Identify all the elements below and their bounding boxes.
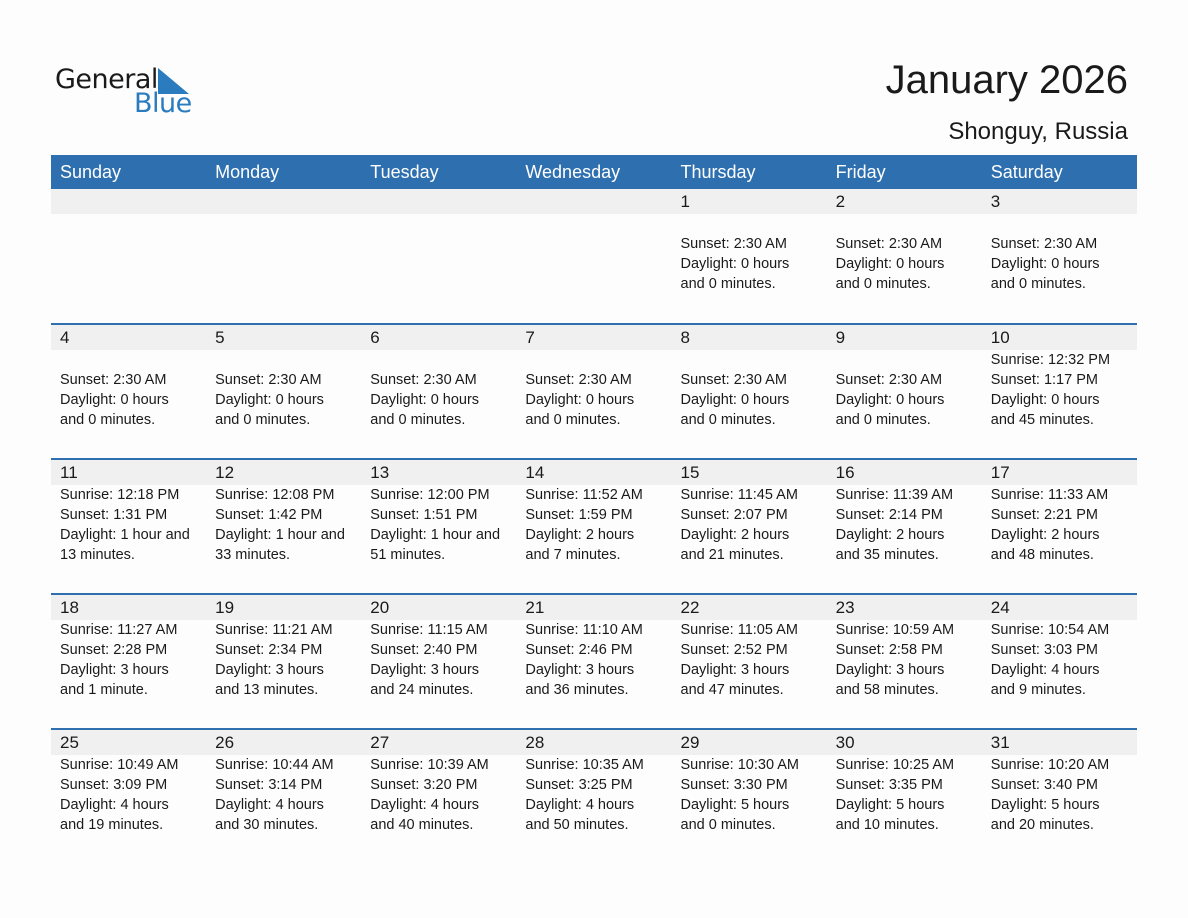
day-cell (516, 595, 671, 728)
weekday-monday: Monday (215, 162, 280, 182)
day-cell (51, 730, 206, 863)
daylight-text: Daylight: 0 hours (60, 392, 169, 408)
daylight-minutes-text: and 0 minutes. (990, 276, 1086, 292)
sun-info (215, 350, 324, 430)
day-cell (516, 325, 671, 458)
location-subtitle: Shonguy, Russia (948, 118, 1128, 145)
sunrise-text (525, 350, 634, 370)
day-cell (827, 595, 982, 728)
sunrise-text: Sunrise: 10:35 AM (525, 757, 644, 773)
sun-info (991, 755, 1110, 835)
daylight-minutes-text: and 1 minute. (60, 682, 148, 698)
day-cell (982, 189, 1137, 323)
day-number: 8 (680, 328, 690, 347)
sun-info (215, 485, 345, 565)
daylight-text: Daylight: 0 hours (215, 392, 324, 408)
sunset-text: Sunset: 2:28 PM (60, 642, 168, 658)
sunrise-text: Sunrise: 11:05 AM (680, 622, 798, 638)
day-cell (672, 460, 827, 593)
sunset-text: Sunset: 3:14 PM (215, 777, 323, 793)
day-cell (206, 325, 361, 458)
daylight-text: Daylight: 3 hours (370, 662, 480, 678)
daylight-text: Daylight: 0 hours (990, 392, 1100, 408)
sunset-text: Sunset: 2:30 AM (990, 236, 1098, 252)
sun-info (60, 350, 169, 430)
day-number: 11 (60, 463, 78, 482)
week-row (51, 593, 1137, 728)
sunset-text: Sunset: 1:51 PM (370, 507, 478, 523)
daylight-text: Daylight: 0 hours (680, 392, 790, 408)
sun-info (836, 755, 955, 835)
daylight-text: Daylight: 1 hour and (370, 527, 501, 543)
sunrise-text (681, 350, 790, 370)
sunset-text: Sunset: 3:20 PM (370, 777, 478, 793)
sun-info (60, 620, 177, 700)
weekday-sunday: Sunday (60, 162, 122, 182)
day-number: 20 (370, 598, 390, 617)
day-number: 17 (990, 463, 1010, 482)
daylight-minutes-text: and 10 minutes. (835, 817, 939, 833)
day-number: 21 (525, 598, 545, 617)
daylight-minutes-text: 51 minutes. (370, 547, 446, 563)
day-number: 26 (215, 733, 235, 752)
sunrise-text: Sunrise: 12:18 PM (60, 487, 180, 503)
page-title: January 2026 (885, 58, 1128, 102)
day-cell (672, 325, 827, 458)
sunrise-text: Sunrise: 10:54 AM (990, 622, 1110, 638)
week-days (51, 325, 1137, 458)
day-number: 31 (990, 733, 1010, 752)
daylight-minutes-text: and 0 minutes. (370, 412, 466, 428)
week-days (51, 189, 1137, 323)
day-number: 30 (835, 733, 855, 752)
daylight-minutes-text: and 47 minutes. (680, 682, 784, 698)
daylight-text: Daylight: 0 hours (835, 392, 945, 408)
daylight-text: Daylight: 5 hours (835, 797, 945, 813)
day-number: 22 (680, 598, 700, 617)
day-cell (51, 595, 206, 728)
week-days (51, 595, 1137, 728)
sunrise-text: Sunrise: 11:39 AM (835, 487, 954, 503)
sunset-text: Sunset: 2:30 AM (215, 372, 322, 388)
day-number: 29 (680, 733, 700, 752)
sunrise-text: Sunrise: 10:25 AM (835, 757, 955, 773)
daylight-text: Daylight: 1 hour and (215, 527, 345, 543)
sunset-text: Sunset: 3:40 PM (990, 777, 1098, 793)
daylight-minutes-text: and 0 minutes. (680, 412, 776, 428)
sun-info (681, 755, 800, 835)
daylight-minutes-text: and 0 minutes. (525, 412, 621, 428)
daylight-text: Daylight: 0 hours (835, 256, 945, 272)
sunrise-text: Sunrise: 11:10 AM (525, 622, 643, 638)
daylight-text: Daylight: 4 hours (60, 797, 169, 813)
day-cell (51, 189, 206, 323)
sunset-text: Sunset: 3:25 PM (525, 777, 633, 793)
daylight-minutes-text: and 50 minutes. (525, 817, 629, 833)
daylight-text: Daylight: 3 hours (835, 662, 945, 678)
daylight-text: Daylight: 3 hours (525, 662, 635, 678)
week-days (51, 460, 1137, 593)
daylight-minutes-text: and 7 minutes. (525, 547, 621, 563)
daylight-minutes-text: and 9 minutes. (990, 682, 1086, 698)
sunset-text: Sunset: 2:30 AM (680, 236, 787, 252)
daylight-minutes-text: and 0 minutes. (680, 817, 776, 833)
day-cell (827, 189, 982, 323)
daylight-minutes-text: 13 minutes. (60, 547, 135, 563)
sunrise-text: Sunrise: 11:27 AM (60, 622, 178, 638)
sunset-text: Sunset: 2:30 AM (680, 372, 787, 388)
day-cell (516, 730, 671, 863)
weekday-friday: Friday (835, 162, 886, 182)
sunrise-text: Sunrise: 10:30 AM (680, 757, 799, 773)
sunrise-text: Sunrise: 11:21 AM (215, 622, 333, 638)
daylight-text: Daylight: 4 hours (215, 797, 324, 813)
day-number: 4 (60, 328, 70, 347)
daylight-minutes-text: and 36 minutes. (525, 682, 629, 698)
sun-info (681, 350, 790, 430)
day-number: 7 (525, 328, 535, 347)
day-cell (361, 189, 516, 323)
day-number: 25 (60, 733, 79, 752)
sunrise-text (215, 350, 324, 370)
sunset-text: Sunset: 3:35 PM (835, 777, 943, 793)
daylight-minutes-text: and 0 minutes. (680, 276, 776, 292)
sunset-text: Sunset: 2:58 PM (835, 642, 943, 658)
logo-text-general: General (55, 64, 158, 95)
sunset-text: Sunset: 1:17 PM (990, 372, 1098, 388)
daylight-text: Daylight: 4 hours (990, 662, 1100, 678)
logo (55, 64, 195, 120)
daylight-text: Daylight: 5 hours (990, 797, 1100, 813)
day-number: 24 (990, 598, 1010, 617)
sunrise-text: Sunrise: 12:00 PM (370, 487, 490, 503)
sun-info (215, 755, 334, 835)
sunset-text: Sunset: 2:52 PM (680, 642, 788, 658)
sun-info (215, 620, 332, 700)
daylight-text: Daylight: 2 hours (525, 527, 635, 543)
day-cell (827, 730, 982, 863)
day-cell (361, 595, 516, 728)
daylight-minutes-text: and 48 minutes. (990, 547, 1094, 563)
sunrise-text (681, 214, 790, 234)
week-row (51, 323, 1137, 458)
daylight-text: Daylight: 0 hours (525, 392, 635, 408)
logo-text-blue: Blue (134, 88, 192, 119)
sunset-text: Sunset: 2:30 AM (60, 372, 167, 388)
sunrise-text: Sunrise: 10:39 AM (370, 757, 489, 773)
week-row (51, 728, 1137, 863)
day-number: 13 (370, 463, 390, 482)
sunset-text: Sunset: 2:30 AM (525, 372, 632, 388)
sunrise-text: Sunrise: 11:15 AM (370, 622, 488, 638)
sun-info (370, 350, 479, 430)
sunrise-text: Sunrise: 12:32 PM (990, 352, 1111, 368)
sunset-text: Sunset: 2:30 AM (370, 372, 477, 388)
sun-info (370, 620, 487, 700)
daylight-minutes-text: and 58 minutes. (835, 682, 939, 698)
day-number: 19 (215, 598, 235, 617)
sunrise-text: Sunrise: 10:44 AM (215, 757, 334, 773)
day-cell (206, 730, 361, 863)
daylight-minutes-text: and 19 minutes. (60, 817, 164, 833)
week-days (51, 730, 1137, 863)
sun-info (836, 620, 955, 700)
sun-info (525, 755, 644, 835)
calendar-grid (51, 155, 1137, 863)
daylight-text: Daylight: 5 hours (680, 797, 790, 813)
daylight-text: Daylight: 0 hours (990, 256, 1100, 272)
sunrise-text: Sunrise: 12:08 PM (215, 487, 335, 503)
day-cell (51, 460, 206, 593)
daylight-text: Daylight: 2 hours (990, 527, 1100, 543)
sunset-text: Sunset: 2:40 PM (370, 642, 478, 658)
weekday-wednesday: Wednesday (525, 162, 621, 182)
sunset-text: Sunset: 3:03 PM (990, 642, 1098, 658)
daylight-minutes-text: and 0 minutes. (835, 412, 931, 428)
sunset-text: Sunset: 2:21 PM (990, 507, 1098, 523)
day-cell (361, 460, 516, 593)
daylight-text: Daylight: 4 hours (525, 797, 635, 813)
day-number: 6 (370, 328, 380, 347)
day-cell (982, 730, 1137, 863)
daylight-minutes-text: and 20 minutes. (990, 817, 1094, 833)
sun-info (681, 485, 798, 565)
daylight-text: Daylight: 0 hours (680, 256, 790, 272)
weekday-saturday: Saturday (990, 162, 1063, 182)
sunset-text: Sunset: 2:30 AM (835, 372, 943, 388)
day-number: 9 (835, 328, 846, 347)
daylight-text: Daylight: 4 hours (370, 797, 480, 813)
sunrise-text (836, 350, 945, 370)
day-cell (206, 189, 361, 323)
sun-info (370, 755, 489, 835)
day-cell (982, 460, 1137, 593)
sunset-text: Sunset: 2:46 PM (525, 642, 633, 658)
day-cell (516, 460, 671, 593)
sun-info (525, 620, 642, 700)
weekday-tuesday: Tuesday (370, 162, 439, 182)
sun-info (370, 485, 500, 565)
day-cell (672, 730, 827, 863)
sunrise-text: Sunrise: 10:59 AM (835, 622, 955, 638)
daylight-text: Daylight: 2 hours (835, 527, 945, 543)
day-number: 3 (990, 192, 1001, 211)
weeks (51, 189, 1137, 863)
daylight-minutes-text: and 0 minutes. (60, 412, 156, 428)
sunrise-text (370, 350, 479, 370)
sunset-text: Sunset: 1:31 PM (60, 507, 168, 523)
weekday-thursday: Thursday (680, 162, 756, 182)
week-row (51, 189, 1137, 323)
sunset-text: Sunset: 2:14 PM (835, 507, 943, 523)
sunrise-text: Sunrise: 11:45 AM (680, 487, 798, 503)
daylight-minutes-text: and 0 minutes. (215, 412, 311, 428)
sun-info (525, 485, 642, 565)
day-number: 5 (215, 328, 225, 347)
sun-info (991, 485, 1108, 565)
daylight-text: Daylight: 3 hours (215, 662, 324, 678)
sunrise-text (991, 214, 1100, 234)
day-cell (827, 460, 982, 593)
day-cell (672, 595, 827, 728)
day-cell (361, 730, 516, 863)
day-cell (516, 189, 671, 323)
daylight-minutes-text: and 35 minutes. (835, 547, 939, 563)
day-number: 15 (680, 463, 700, 482)
day-cell (672, 189, 827, 323)
daylight-text: Daylight: 3 hours (60, 662, 169, 678)
day-cell (982, 595, 1137, 728)
daylight-minutes-text: and 13 minutes. (215, 682, 319, 698)
day-cell (51, 325, 206, 458)
daylight-text: Daylight: 3 hours (680, 662, 790, 678)
sun-info (991, 620, 1110, 700)
day-number: 10 (990, 328, 1010, 347)
day-number: 18 (60, 598, 79, 617)
day-number: 1 (680, 192, 690, 211)
sunset-text: Sunset: 1:59 PM (525, 507, 633, 523)
sun-info (836, 350, 945, 430)
sun-info (60, 755, 179, 835)
sun-info (525, 350, 634, 430)
day-number: 28 (525, 733, 545, 752)
daylight-text: Daylight: 0 hours (370, 392, 480, 408)
sunset-text: Sunset: 2:34 PM (215, 642, 323, 658)
day-number: 23 (835, 598, 855, 617)
day-number: 12 (215, 463, 235, 482)
sunrise-text: Sunrise: 11:33 AM (990, 487, 1109, 503)
day-number: 14 (525, 463, 545, 482)
daylight-minutes-text: and 30 minutes. (215, 817, 319, 833)
sunrise-text: Sunrise: 11:52 AM (525, 487, 643, 503)
sunrise-text: Sunrise: 10:20 AM (990, 757, 1110, 773)
daylight-minutes-text: and 45 minutes. (990, 412, 1094, 428)
sunset-text: Sunset: 3:09 PM (60, 777, 168, 793)
sunrise-text: Sunrise: 10:49 AM (60, 757, 179, 773)
daylight-minutes-text: and 40 minutes. (370, 817, 474, 833)
sun-info (681, 214, 790, 294)
day-cell (361, 325, 516, 458)
day-number: 2 (835, 192, 846, 211)
daylight-minutes-text: and 21 minutes. (680, 547, 784, 563)
daylight-minutes-text: and 0 minutes. (835, 276, 931, 292)
sun-info (991, 214, 1100, 294)
day-number: 16 (835, 463, 855, 482)
sun-info (60, 485, 190, 565)
sunset-text: Sunset: 1:42 PM (215, 507, 323, 523)
sun-info (991, 350, 1110, 430)
daylight-minutes-text: and 24 minutes. (370, 682, 474, 698)
sun-info (836, 485, 953, 565)
day-cell (206, 460, 361, 593)
sunset-text: Sunset: 2:30 AM (835, 236, 943, 252)
sun-info (681, 620, 798, 700)
day-cell (982, 325, 1137, 458)
week-row (51, 458, 1137, 593)
day-cell (206, 595, 361, 728)
daylight-text: Daylight: 2 hours (680, 527, 790, 543)
daylight-minutes-text: 33 minutes. (215, 547, 291, 563)
weekday-header (51, 155, 1137, 189)
sunrise-text (836, 214, 945, 234)
day-number: 27 (370, 733, 390, 752)
day-cell (827, 325, 982, 458)
sunset-text: Sunset: 2:07 PM (680, 507, 788, 523)
daylight-text: Daylight: 1 hour and (60, 527, 190, 543)
sunrise-text (60, 350, 169, 370)
sunset-text: Sunset: 3:30 PM (680, 777, 788, 793)
sun-info (836, 214, 945, 294)
